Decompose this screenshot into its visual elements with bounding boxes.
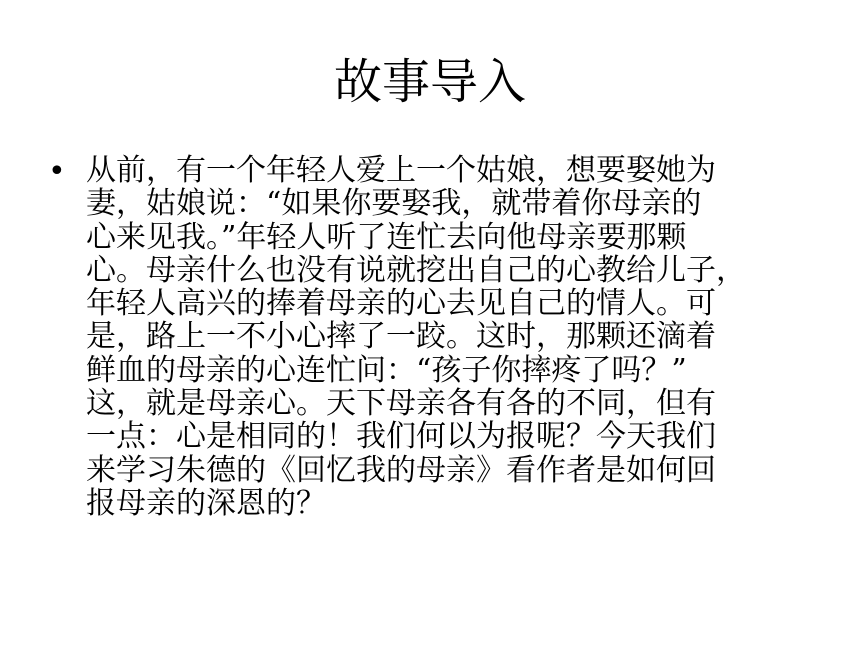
paragraph-line: 心。母亲什么也没有说就挖出自己的心教给儿子，: [86, 252, 746, 288]
paragraph-line: 来学习朱德的《回忆我的母亲》看作者是如何回: [86, 452, 716, 488]
paragraph-line: 鲜血的母亲的心连忙问：“孩子你摔疼了吗？”: [86, 352, 687, 388]
paragraph-line: 从前，有一个年轻人爱上一个姑娘，想要娶她为: [86, 153, 716, 188]
bullet-item: [48, 154, 808, 520]
paragraph-line: 心来见我。”年轻人听了连忙去向他母亲要那颗: [86, 219, 687, 255]
paragraph-line: 这，就是母亲心。天下母亲各有各的不同，但有: [86, 386, 716, 422]
slide-body: [48, 154, 808, 520]
bullet-icon: •: [48, 154, 66, 189]
story-paragraph: [86, 154, 808, 520]
paragraph-line: 年轻人高兴的捧着母亲的心去见自己的情人。可: [86, 286, 716, 322]
paragraph-line: 一点：心是相同的！我们何以为报呢？今天我们: [86, 419, 716, 455]
paragraph-line: 报母亲的深恩的？: [86, 485, 326, 521]
slide-title: 故事导入: [333, 54, 526, 110]
paragraph-line: 妻，姑娘说：“如果你要娶我，就带着你母亲的: [86, 186, 702, 222]
paragraph-line: 是，路上一不小心摔了一跤。这时，那颗还滴着: [86, 319, 716, 355]
